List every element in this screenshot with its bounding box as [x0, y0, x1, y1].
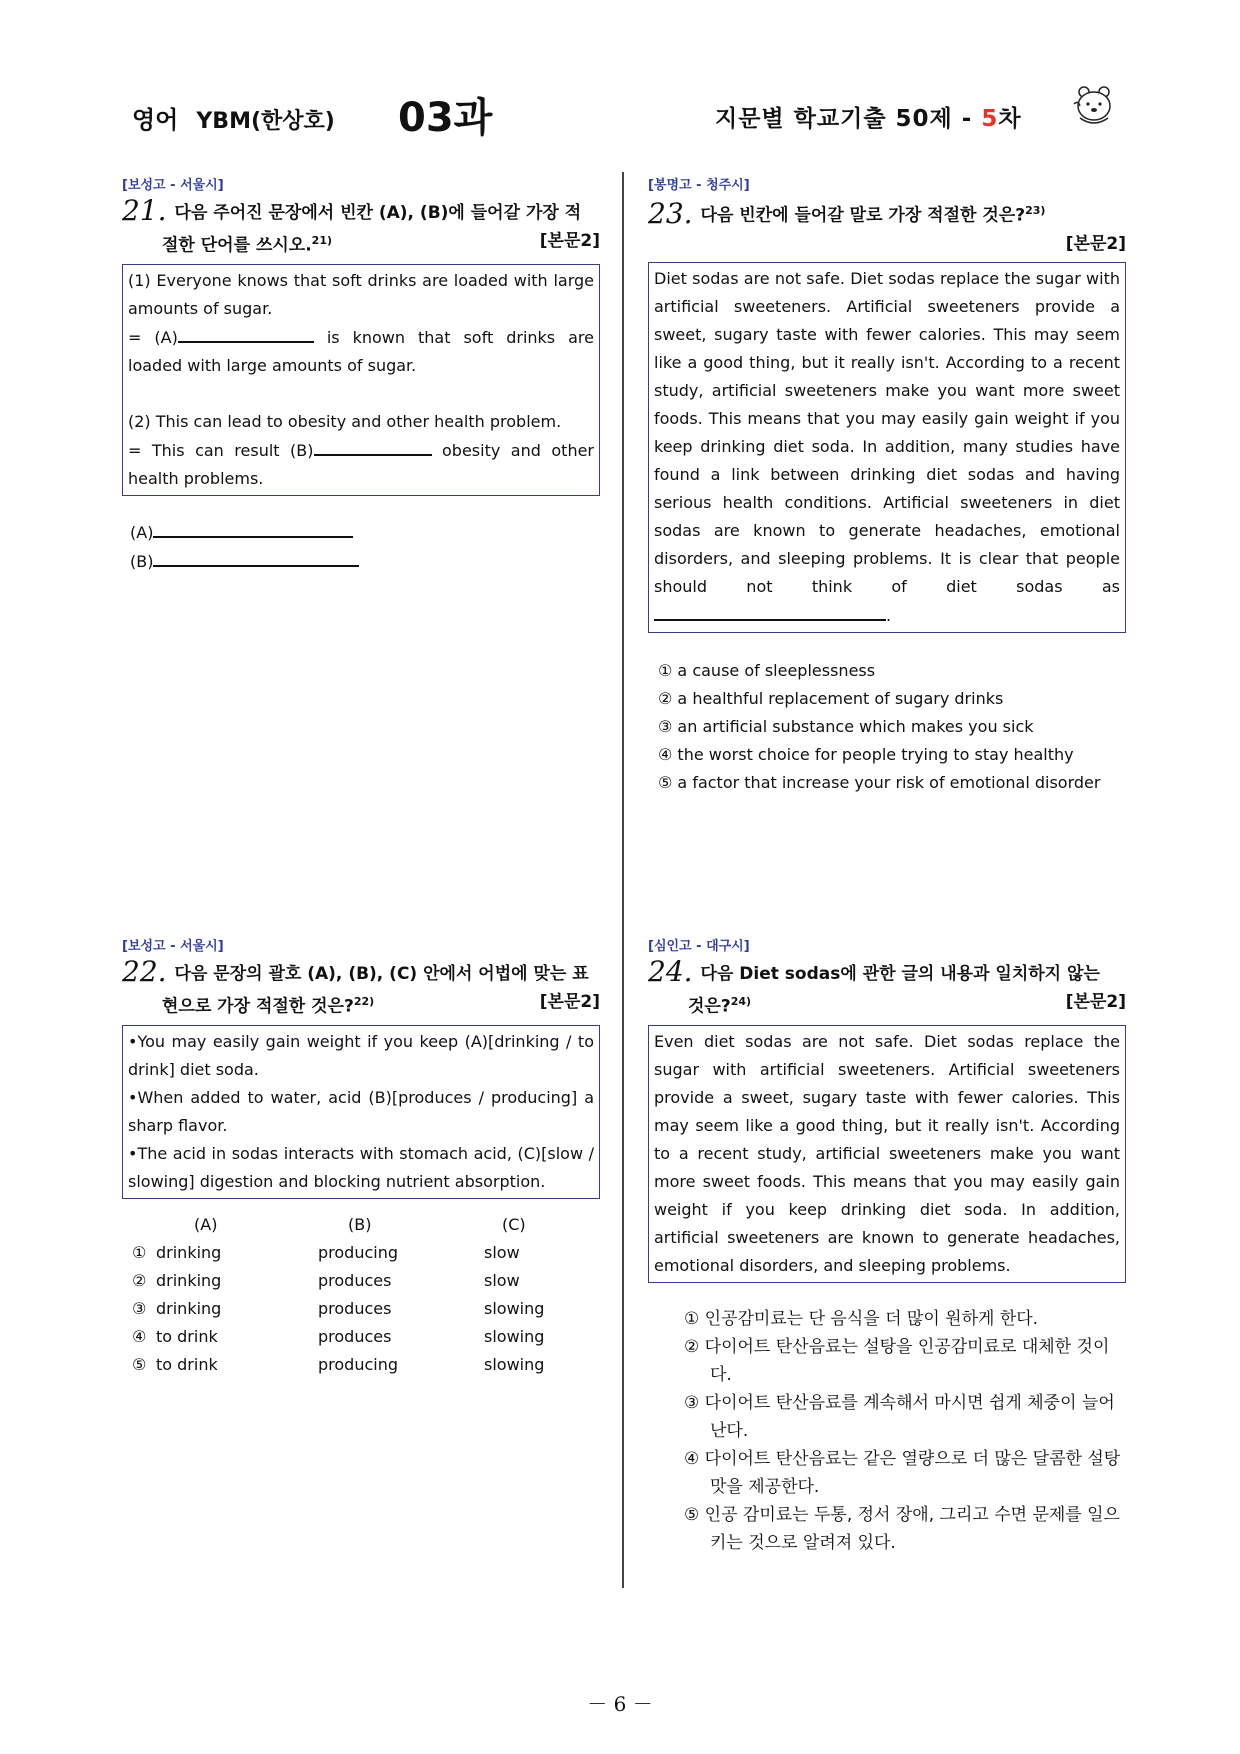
option-item[interactable]: ② 다이어트 탄산음료는 설탕을 인공감미료로 대체한 것이다. — [684, 1336, 1110, 1385]
box-line — [128, 323, 594, 380]
col-header-c: (C) — [502, 1214, 526, 1234]
passage-end: . — [886, 605, 892, 625]
passage-box — [648, 262, 1126, 633]
footnote-ref: 21) — [311, 234, 333, 247]
option-c: slowing — [484, 1326, 545, 1346]
box-line: •When added to water, acid (B)[produces / producing] a sharp flavor. — [128, 1087, 594, 1135]
blank-b — [314, 436, 432, 456]
answer-area — [122, 518, 600, 576]
option-number: ③ — [132, 1298, 147, 1318]
prompt-line-2: 것은? — [688, 996, 731, 1017]
question-prompt — [648, 197, 1126, 258]
question-22 — [122, 935, 600, 1379]
series-number: 5 — [981, 106, 999, 132]
question-24 — [648, 935, 1126, 1557]
box-text: = This can result (B) — [128, 440, 314, 460]
option-item[interactable]: ③ an artificial substance which makes you sick — [658, 716, 1034, 736]
prompt-line-1: 다음 Diet sodas에 관한 글의 내용과 일치하지 않는 — [700, 964, 1100, 984]
question-prompt — [648, 955, 1126, 1021]
option-b: produces — [318, 1270, 392, 1290]
question-source: [심인고 - 대구시] — [648, 939, 750, 954]
answer-a-label: (A) — [130, 522, 154, 542]
question-number: 22. — [122, 955, 167, 988]
question-source: [보성고 - 서울시] — [122, 178, 224, 193]
passage-box — [122, 1025, 600, 1199]
series-suffix: 차 — [998, 106, 1022, 132]
option-c: slow — [484, 1270, 520, 1290]
option-list — [648, 1305, 1126, 1557]
section-tag: [본문2] — [539, 992, 600, 1012]
option-b: produces — [318, 1326, 392, 1346]
question-number: 23. — [648, 196, 693, 230]
box-text: is known that soft drinks are loaded with large amounts of sugar. — [128, 327, 594, 375]
box-line: •You may easily gain weight if you keep (A)[drinking / to drink] diet soda. — [128, 1031, 594, 1079]
answer-b-label: (B) — [130, 551, 154, 571]
passage-box — [122, 264, 600, 496]
page-number: － 6 － — [587, 1692, 653, 1716]
option-number: ① — [132, 1242, 147, 1262]
option-b: producing — [318, 1354, 399, 1374]
option-header-row — [132, 1211, 600, 1239]
box-line: (1) Everyone knows that soft drinks are loaded with large amounts of sugar. — [128, 270, 594, 318]
section-tag: [본문2] — [1065, 992, 1126, 1012]
option-row[interactable] — [132, 1239, 600, 1267]
subject-label: 영어 — [132, 106, 179, 134]
option-item[interactable]: ④ 다이어트 탄산음료는 같은 열량으로 더 많은 달콤한 설탕 맛을 제공한다. — [684, 1448, 1121, 1497]
column-divider — [622, 172, 624, 1588]
prompt-line-2: 절한 단어를 쓰시오. — [162, 235, 312, 256]
prompt-line-1: 다음 주어진 문장에서 빈칸 (A), (B)에 들어갈 가장 적 — [174, 203, 582, 223]
footnote-ref: 22) — [353, 995, 375, 1008]
passage-text: Diet sodas are not safe. Diet sodas replace the sugar with artificial sweeteners. Artificial sweeteners provide a sweet, sugary taste with fewer calories. This may seem like a good thing, but it really isn't. According to a recent study, artificial sweeteners make you want more sweet foods. This means that you may easily gain weight if you keep drinking diet soda. In addition, many studies have found a link between drinking diet sodas and having serious health conditions. Artificial sweeteners in diet sodas are known to generate headaches, emotional disorders, and sleeping problems. It is clear that people should not think of diet sodas as — [654, 268, 1120, 596]
blank-a — [178, 323, 314, 343]
prompt-line-1: 다음 문장의 괄호 (A), (B), (C) 안에서 어법에 맞는 표 — [174, 964, 589, 984]
footnote-ref: 24) — [730, 995, 752, 1008]
blank-label: = (A) — [128, 327, 178, 347]
prompt-line-2: 현으로 가장 적절한 것은? — [162, 996, 354, 1017]
passage-box — [648, 1025, 1126, 1283]
question-23 — [648, 174, 1126, 797]
option-item[interactable]: ④ the worst choice for people trying to stay healthy — [658, 744, 1074, 764]
answer-b-line[interactable] — [153, 547, 359, 567]
col-header-b: (B) — [348, 1214, 372, 1234]
option-item[interactable]: ⑤ 인공 감미료는 두통, 정서 장애, 그리고 수면 문제를 일으키는 것으로 알려져 있다. — [684, 1504, 1120, 1553]
question-21 — [122, 174, 600, 576]
option-a: to drink — [156, 1326, 218, 1346]
option-item[interactable]: ⑤ a factor that increase your risk of emotional disorder — [658, 772, 1101, 792]
box-line: (2) This can lead to obesity and other health problem. — [128, 411, 562, 431]
option-row[interactable] — [132, 1267, 600, 1295]
answer-a-line[interactable] — [153, 518, 353, 538]
option-number: ④ — [132, 1326, 147, 1346]
option-table — [122, 1211, 600, 1379]
option-item[interactable]: ① 인공감미료는 단 음식을 더 많이 원하게 한다. — [684, 1308, 1039, 1329]
question-prompt — [122, 955, 600, 1021]
option-b: produces — [318, 1298, 392, 1318]
option-list — [648, 657, 1126, 797]
option-a: drinking — [156, 1270, 222, 1290]
option-row[interactable] — [132, 1351, 600, 1379]
bear-mascot-icon — [1072, 84, 1116, 132]
box-line: •The acid in sodas interacts with stomach acid, (C)[slow / slowing] digestion and blocking nutrient absorption. — [128, 1143, 594, 1191]
footnote-ref: 23) — [1025, 204, 1046, 217]
series-prefix: 지문별 학교기출 50제 - — [715, 106, 982, 132]
option-number: ⑤ — [132, 1354, 147, 1374]
option-a: to drink — [156, 1354, 218, 1374]
question-number: 24. — [648, 955, 693, 988]
header-subject — [132, 100, 335, 135]
option-a: drinking — [156, 1298, 222, 1318]
option-a: drinking — [156, 1242, 222, 1262]
question-prompt — [122, 194, 600, 260]
prompt-line-1: 다음 빈칸에 들어갈 말로 가장 적절한 것은? — [700, 205, 1026, 226]
option-b: producing — [318, 1242, 399, 1262]
option-item[interactable]: ② a healthful replacement of sugary drinks — [658, 688, 1004, 708]
section-tag: [본문2] — [539, 231, 600, 251]
option-c: slow — [484, 1242, 520, 1262]
question-source: [봉명고 - 청주시] — [648, 178, 750, 193]
series-title — [715, 100, 1022, 133]
option-c: slowing — [484, 1298, 545, 1318]
option-item[interactable]: ③ 다이어트 탄산음료를 계속해서 마시면 쉽게 체중이 늘어난다. — [684, 1392, 1115, 1441]
passage-blank — [654, 601, 886, 621]
textbook-label: YBM(한상호) — [196, 109, 335, 134]
question-source: [보성고 - 서울시] — [122, 939, 224, 954]
option-row[interactable] — [132, 1295, 600, 1323]
lesson-title: 03과 — [398, 95, 493, 141]
option-number: ② — [132, 1270, 147, 1290]
section-tag: [본문2] — [1065, 233, 1126, 254]
col-header-a: (A) — [194, 1214, 218, 1234]
box-line — [128, 436, 594, 493]
question-number: 21. — [122, 194, 167, 227]
option-item[interactable]: ① a cause of sleeplessness — [658, 660, 876, 680]
option-c: slowing — [484, 1354, 545, 1374]
box-text: obesity and other health problems. — [128, 440, 595, 488]
option-row[interactable] — [132, 1323, 600, 1351]
passage-text: Even diet sodas are not safe. Diet sodas replace the sugar with artificial sweeteners. Artificial sweeteners provide a sweet, sugary taste with fewer calories. This may seem like a good thing, but it really isn't. According to a recent study, artificial sweeteners make you want more sweet foods. This means that you may easily gain weight if you keep drinking diet soda. In addition, artificial sweeteners are known to generate headaches, emotional disorders, and sleeping problems. — [654, 1031, 1120, 1275]
